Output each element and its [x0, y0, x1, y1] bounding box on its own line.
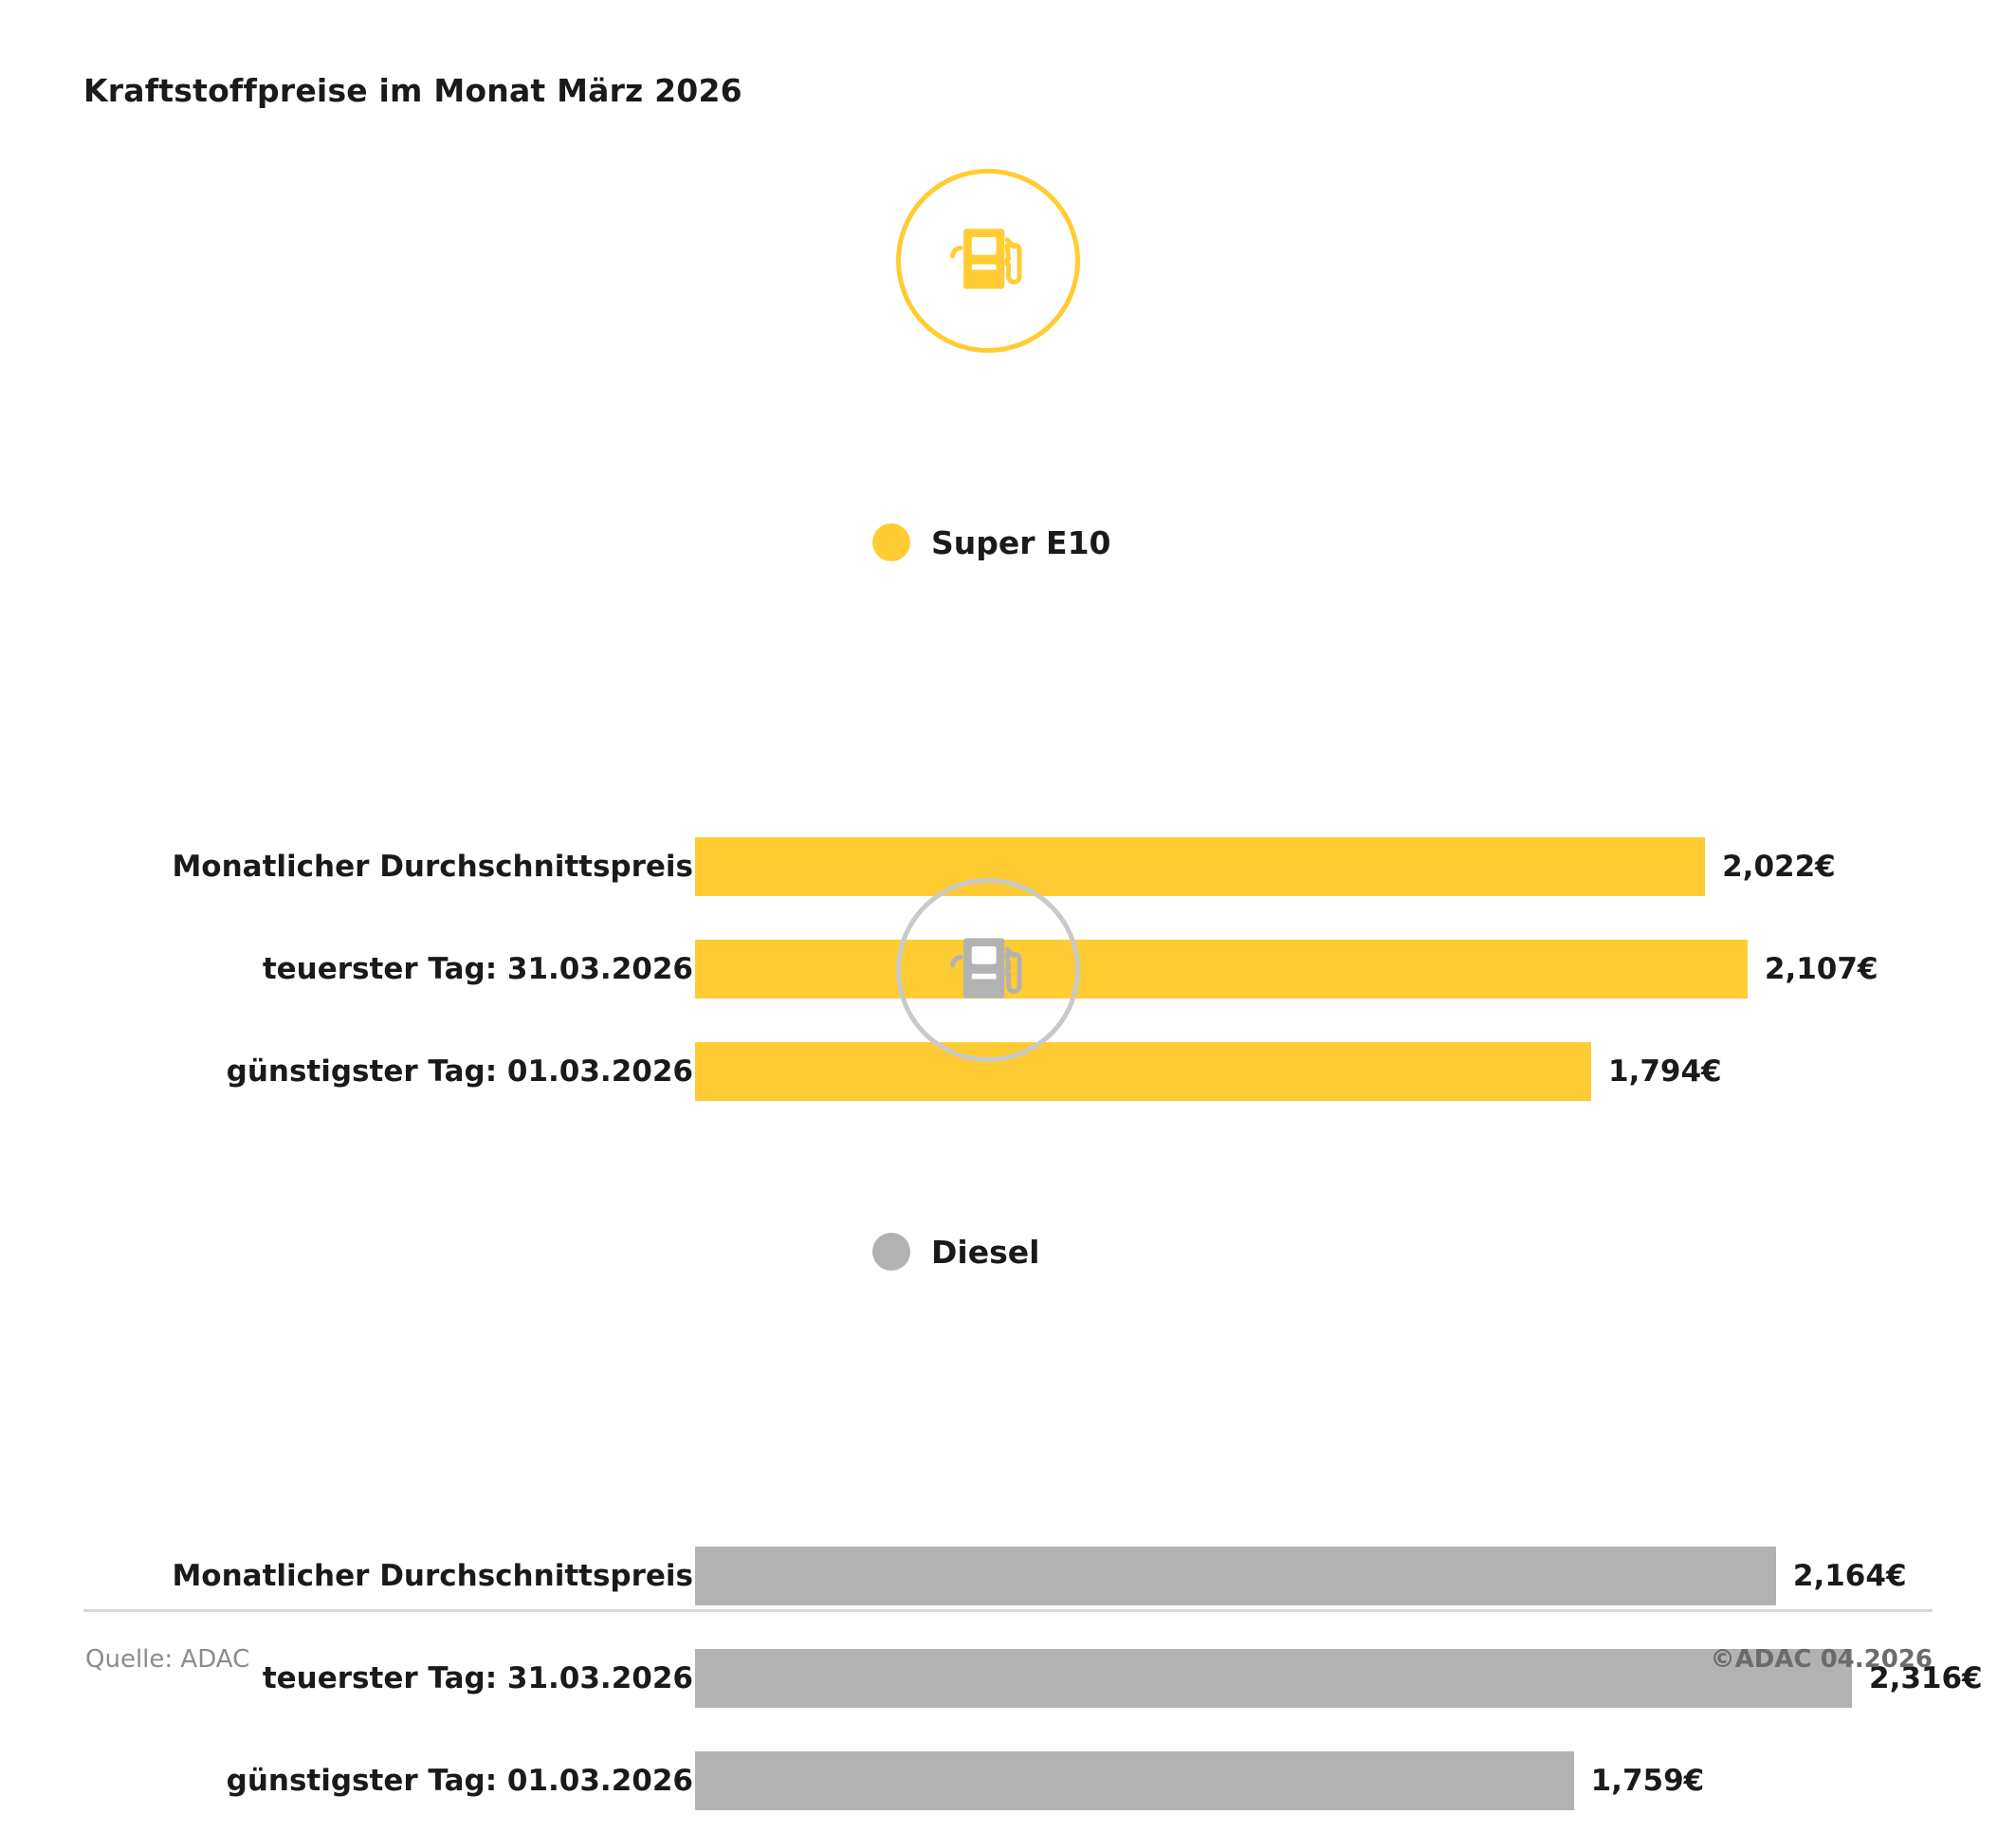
legend-diesel	[872, 1233, 1039, 1271]
legend-label-super: Super E10	[931, 523, 1111, 561]
footer-divider	[83, 1609, 1933, 1612]
bar-row-label: Monatlicher Durchschnittspreis	[172, 1559, 693, 1593]
fuel-pump-icon	[944, 215, 1032, 306]
legend-dot-diesel	[872, 1233, 910, 1271]
bar-row-label: teuerster Tag: 31.03.2026	[262, 952, 693, 986]
fuel-badge-super	[896, 169, 1080, 353]
fuel-badge-diesel	[896, 878, 1080, 1062]
bar-diesel-min	[695, 1751, 1574, 1810]
bar-row	[0, 1627, 2016, 1730]
bar-row	[0, 1730, 2016, 1832]
page-title: Kraftstoffpreise im Monat März 2026	[83, 72, 742, 109]
bar-diesel-max	[695, 1649, 1852, 1708]
bar-value-label: 2,022€	[1722, 850, 1836, 884]
fuel-group-super	[0, 161, 2016, 1089]
bar-value-label: 2,316€	[1869, 1661, 1983, 1695]
legend-label-diesel: Diesel	[931, 1233, 1040, 1271]
bar-value-label: 1,794€	[1608, 1054, 1722, 1089]
legend-super	[872, 523, 1111, 561]
bar-value-label: 2,107€	[1764, 952, 1879, 986]
bar-wrapper	[695, 1547, 1907, 1605]
legend-dot-super	[872, 523, 910, 561]
fuel-group-header-diesel	[0, 870, 2016, 1271]
source-note: Quelle: ADAC	[85, 1645, 250, 1674]
bar-value-label: 2,164€	[1792, 1559, 1907, 1593]
bar-row-label: günstigster Tag: 01.03.2026	[226, 1764, 693, 1798]
bar-value-label: 1,759€	[1590, 1764, 1705, 1798]
bar-row-label: teuerster Tag: 31.03.2026	[262, 1661, 693, 1695]
bar-row-label: günstigster Tag: 01.03.2026	[226, 1054, 693, 1089]
bar-wrapper	[695, 1751, 1704, 1810]
fuel-group-header-super	[0, 161, 2016, 561]
bar-diesel-average	[695, 1547, 1776, 1605]
bar-rows-diesel	[0, 1525, 2016, 1832]
bar-row-label: Monatlicher Durchschnittspreis	[172, 850, 693, 884]
copyright-note: ©ADAC 04.2026	[1710, 1645, 1933, 1674]
fuel-pump-icon	[944, 925, 1032, 1016]
